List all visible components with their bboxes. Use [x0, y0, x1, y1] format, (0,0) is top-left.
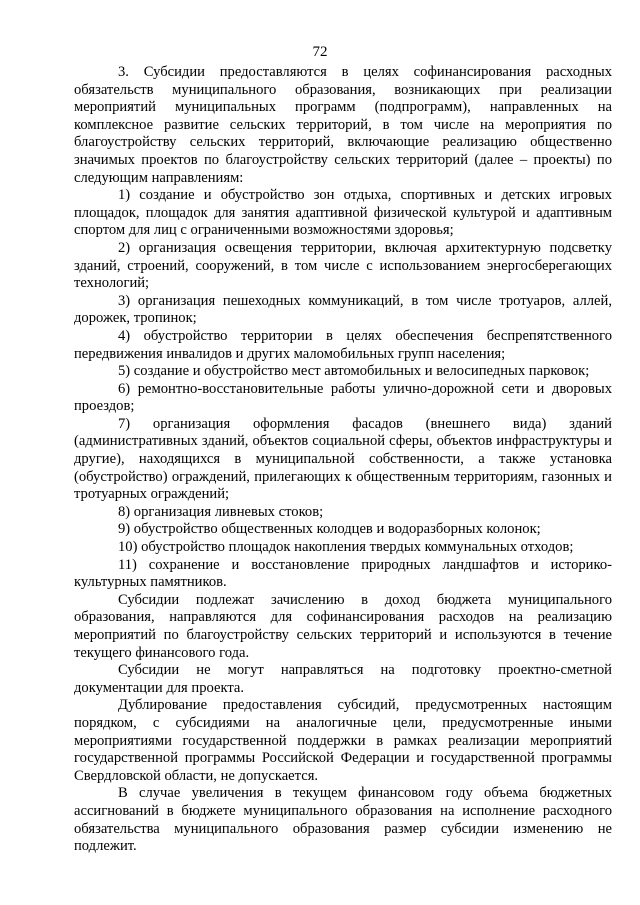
list-item-4: 4) обустройство территории в целях обеспечения беспрепятственного передвижения инвалидов и других маломобильных групп населения; [74, 327, 612, 362]
list-item-9: 9) обустройство общественных колодцев и водоразборных колонок; [118, 521, 541, 538]
list-item-8: 8) организация ливневых стоков; [118, 503, 324, 520]
page-number: 72 [312, 44, 328, 60]
paragraph-restriction: Субсидии не могут направляться на подготовку проектно-сметной документации для проекта. [74, 662, 612, 696]
list-item-3: 3) организация пешеходных коммуникаций, в том числе тротуаров, аллей, дорожек, тропинок; [74, 292, 612, 327]
paragraph-subsidy-purpose: 3. Субсидии предоставляются в целях софинансирования расходных обязательств муниципального образования, возникающих при реализации мероприятий муниципальных программ (подпрограмм), направленных на комплексное развитие сельских территорий, в том числе на мероприятия по благоустройству сельских территорий, включающие реализацию общественно значимых проектов по благоустройству сельских территорий (далее – проекты) по следующим направлениям: [74, 64, 612, 186]
paragraph-crediting: Субсидии подлежат зачислению в доход бюджета муниципального образования, направляются для софинансирования расходов на реализацию мероприятий по благоустройству сельских территорий и используются в течение текущего финансового года. [74, 591, 612, 661]
list-item-11: 11) сохранение и восстановление природных ландшафтов и историко-культурных памятников. [74, 556, 612, 591]
list-item-2: 2) организация освещения территории, включая архитектурную подсветку зданий, строений, сооружений, в том числе с использованием энергосберегающих технологий; [74, 239, 612, 292]
list-item-7: 7) организация оформления фасадов (внешнего вида) зданий (административных зданий, объектов социальной сферы, объектов инфраструктуры и другие), находящихся в муниципальной собственности, а также установка (обустройство) ограждений, прилегающих к общественным территориям, газонных и тротуарных ограждений; [74, 415, 612, 503]
list-item-6: 6) ремонтно-восстановительные работы улично-дорожной сети и дворовых проездов; [74, 380, 612, 415]
paragraph-duplication: Дублирование предоставления субсидий, предусмотренных настоящим порядком, с субсидиями на аналогичные цели, предусмотренные иными мероприятиями государственной поддержки в рамках реализации мероприятий государственной программы Российской Федерации и государственной программы Свердловской области, не допускается. [74, 697, 612, 784]
list-item-1: 1) создание и обустройство зон отдыха, спортивных и детских игровых площадок, площадок для занятия адаптивной физической культурой и адаптивным спортом для лиц с ограниченными возможностями здоровья; [74, 187, 612, 239]
document-body [74, 64, 612, 856]
list-item-5: 5) создание и обустройство мест автомобильных и велосипедных парковок; [118, 363, 590, 380]
paragraph-budget-increase: В случае увеличения в текущем финансовом году объема бюджетных ассигнований в бюджете муниципального образования на исполнение расходного обязательства муниципального образования размер субсидии изменению не подлежит. [74, 785, 612, 855]
list-item-10: 10) обустройство площадок накопления твердых коммунальных отходов; [118, 539, 574, 556]
